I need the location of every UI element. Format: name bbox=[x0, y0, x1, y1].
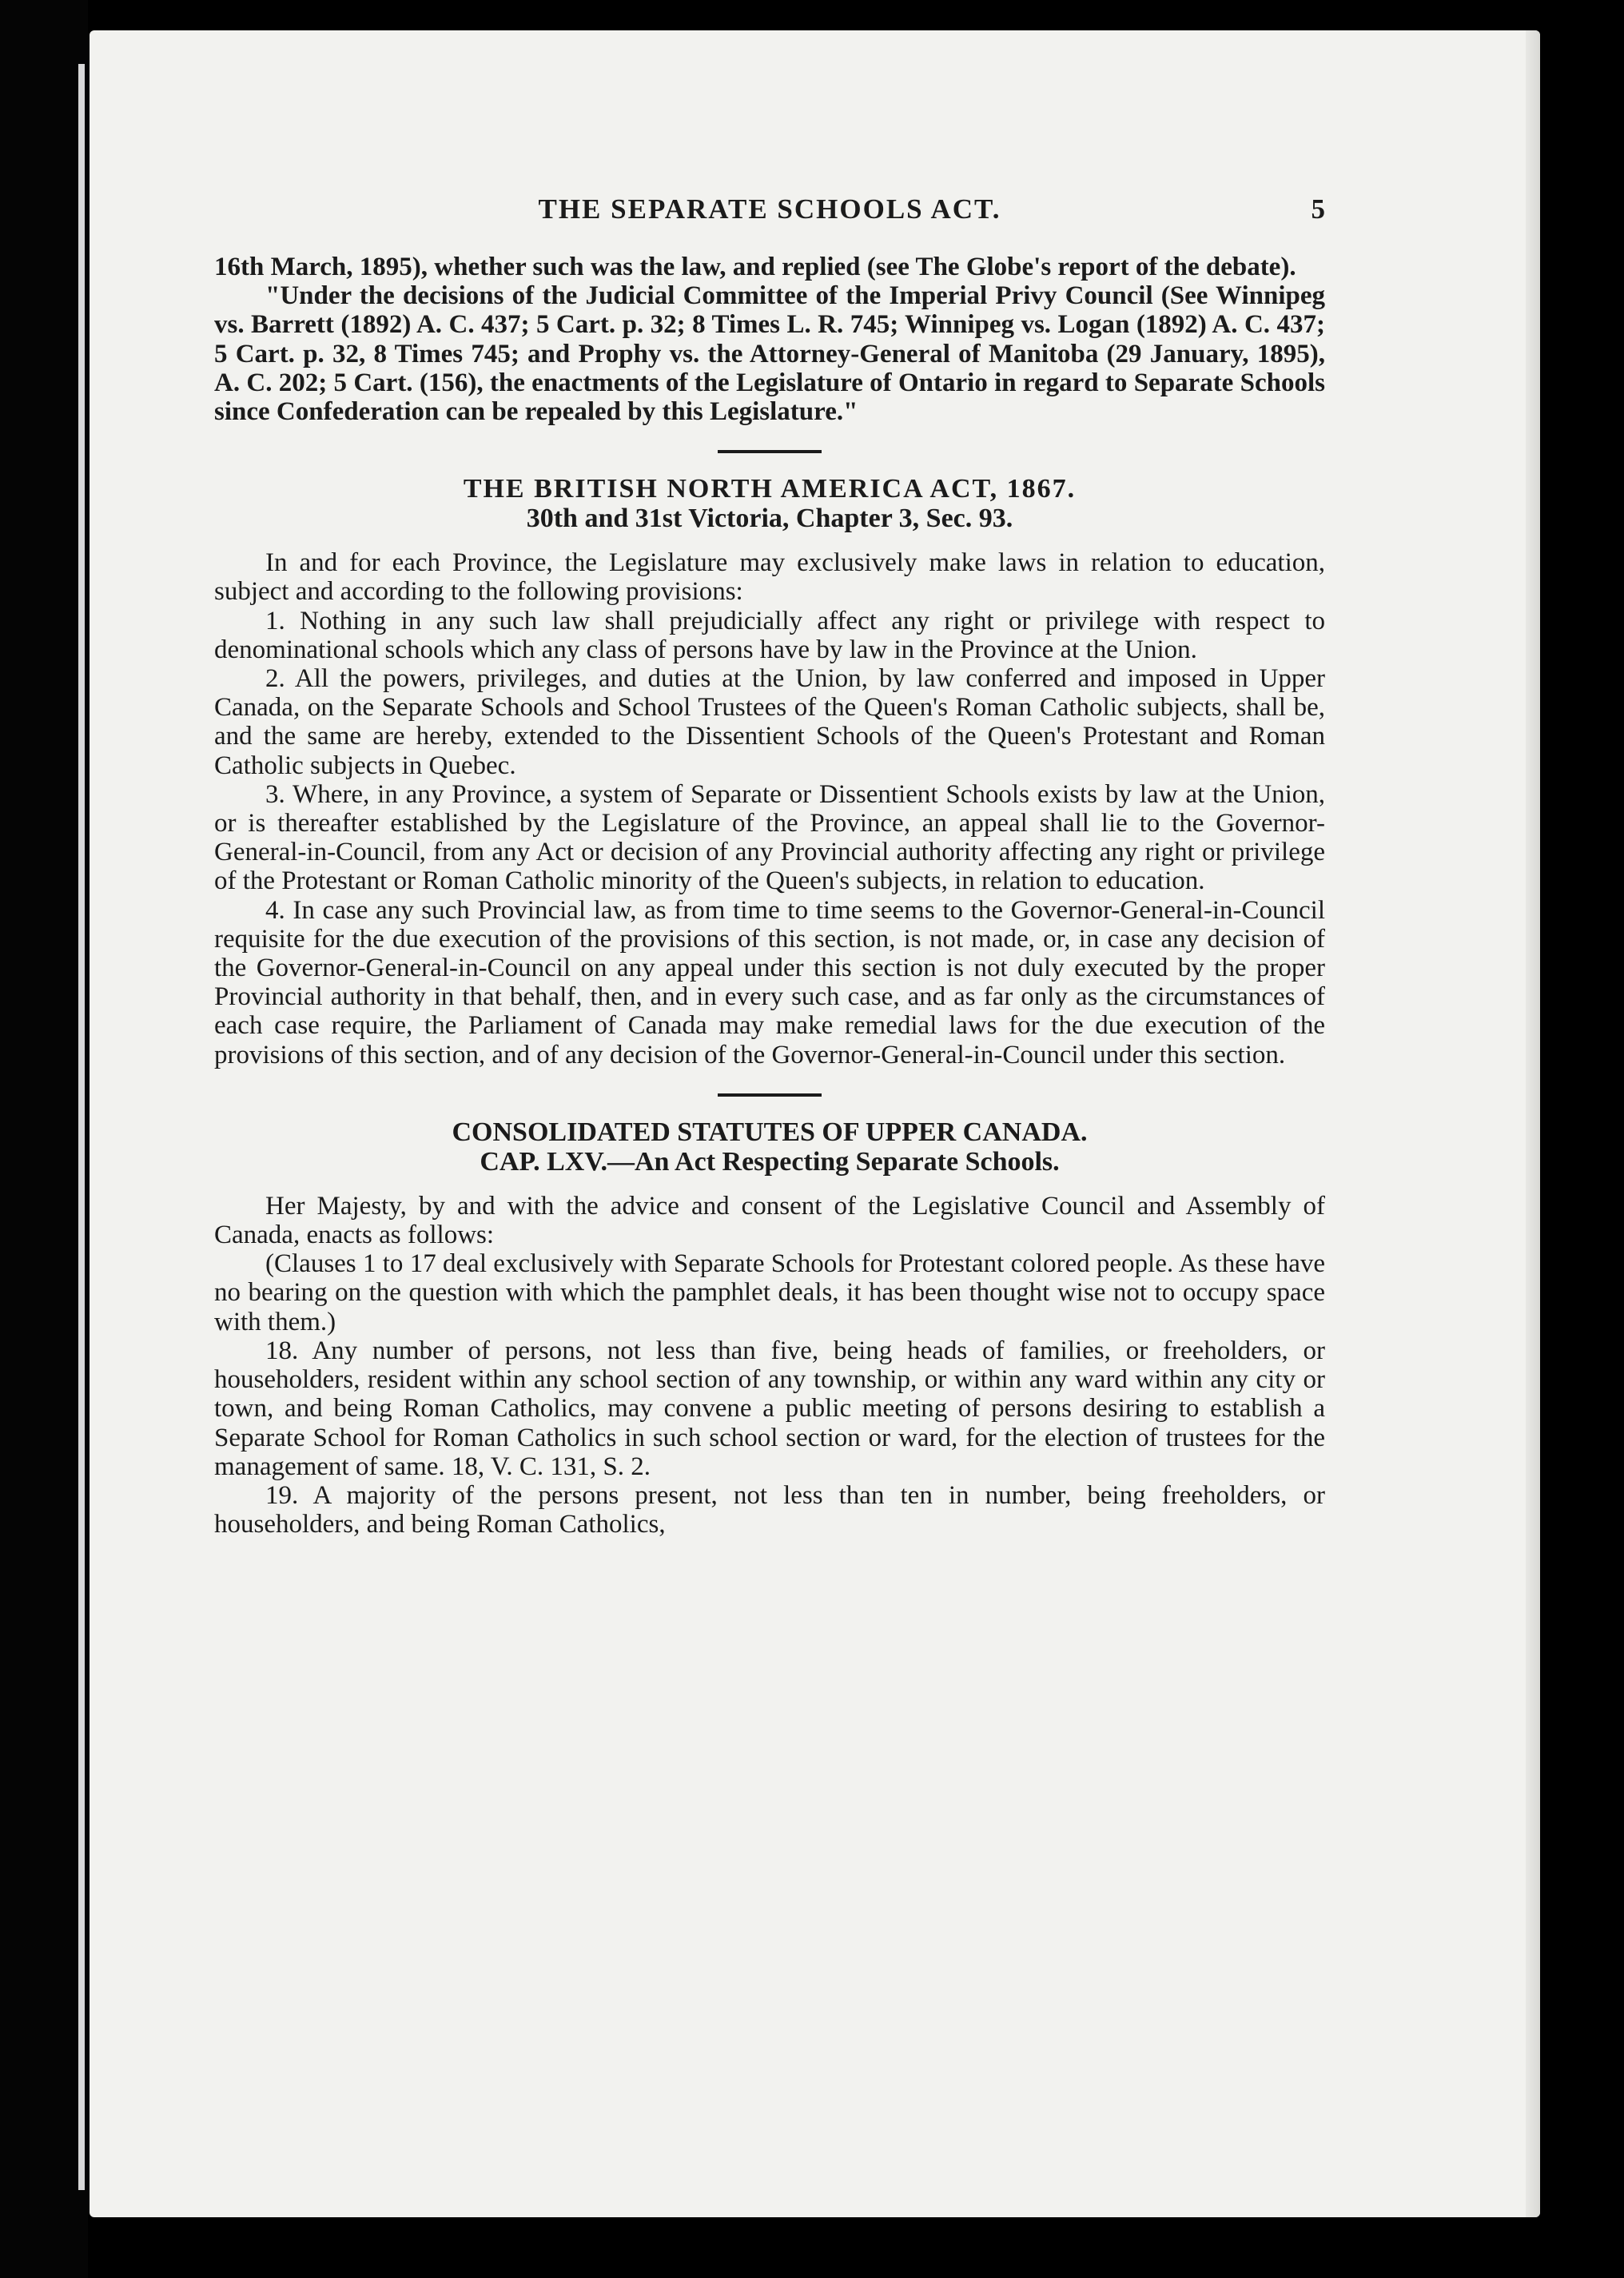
scan-left-margin bbox=[0, 0, 88, 2278]
section-19: 19. A majority of the persons present, not less than ten in number, being freeholders, or householders, and being Roman Catholics, bbox=[214, 1480, 1325, 1539]
running-head bbox=[214, 193, 1325, 241]
section-18: 18. Any number of persons, not less than five, being heads of families, or freeholders, or householders, resident within any school section of any township, or within any ward within any city or town, and being Roman Catholics, may convene a public meeting of persons desiring to establish a Separate School for Roman Catholics in such school section or ward, for the election of trustees for the management of same. 18, V. C. 131, S. 2. bbox=[214, 1336, 1325, 1481]
consolidated-statutes-subtitle: CAP. LXV.—An Act Respecting Separate Schools. bbox=[480, 1146, 1060, 1177]
omitted-clauses-note: (Clauses 1 to 17 deal exclusively with Separate Schools for Protestant colored people. As these have no bearing on the question with which the pamphlet deals, it has been thought wise not to occupy space with them.) bbox=[214, 1249, 1325, 1336]
bna-act-subtitle: 30th and 31st Victoria, Chapter 3, Sec. 93. bbox=[526, 504, 1013, 534]
enacting-clause: Her Majesty, by and with the advice and consent of the Legislative Council and Assembly of Canada, enacts as follows: bbox=[214, 1191, 1325, 1250]
intro-paragraph-2: "Under the decisions of the Judicial Committee of the Imperial Privy Council (See Winnipeg vs. Barrett (1892) A. C. 437; 5 Cart. p. 32; 8 Times L. R. 745; Winnipeg vs. Logan (1892) A. C. 437; 5 Cart. p. 32, 8 Times 745; and Prophy vs. the Attorney-General of Manitoba (29 January, 1895), A. C. 202; 5 Cart. (156), the enactments of the Legislature of Ontario in regard to Separate Schools since Confederation can be repealed by this Legislature." bbox=[214, 281, 1325, 427]
section-divider bbox=[718, 450, 822, 453]
bna-clause-2: 2. All the powers, privileges, and duties at the Union, by law conferred and imposed in Upper Canada, on the Separate Schools and School Trustees of the Queen's Roman Catholic subjects, shall be, and the same are hereby, extended to the Dissentient Schools of the Queen's Protestant and Roman Catholic subjects in Quebec. bbox=[214, 664, 1325, 780]
page-content bbox=[214, 193, 1325, 1539]
running-title: THE SEPARATE SCHOOLS ACT. bbox=[538, 193, 1001, 225]
bna-clause-1: 1. Nothing in any such law shall prejudicially affect any right or privilege with respect to denominational schools which any class of persons have by law in the Province at the Union. bbox=[214, 606, 1325, 664]
intro-paragraph-1: 16th March, 1895), whether such was the law, and replied (see The Globe's report of the debate). bbox=[214, 253, 1296, 281]
bna-clause-4: 4. In case any such Provincial law, as from time to time seems to the Governor-General-in-Council requisite for the due execution of the provisions of this section, is not made, or, in case any decision of the Governor-General-in-Council on any appeal under this section is not duly executed by the proper Provincial authority in that behalf, then, and in every such case, and as far only as the circumstances of each case require, the Parliament of Canada may make remedial laws for the due execution of the provisions of this section, and of any decision of the Governor-General-in-Council under this section. bbox=[214, 895, 1325, 1069]
bna-clause-3: 3. Where, in any Province, a system of Separate or Dissentient Schools exists by law at the Union, or is thereafter established by the Legislature of the Province, an appeal shall lie to the Governor-General-in-Council, from any Act or decision of any Provincial authority affecting any right or privilege of the Protestant or Roman Catholic minority of the Queen's subjects, in relation to education. bbox=[214, 779, 1325, 896]
page-edge-shade bbox=[1526, 30, 1540, 2217]
facing-page-edge bbox=[78, 64, 85, 2190]
page-number: 5 bbox=[1311, 193, 1325, 225]
section-divider bbox=[718, 1093, 822, 1097]
bna-intro: In and for each Province, the Legislature may exclusively make laws in relation to education, subject and according to the following provisions: bbox=[214, 548, 1325, 607]
consolidated-statutes-title: CONSOLIDATED STATUTES OF UPPER CANADA. bbox=[452, 1117, 1088, 1147]
bna-act-title: THE BRITISH NORTH AMERICA ACT, 1867. bbox=[463, 474, 1077, 504]
